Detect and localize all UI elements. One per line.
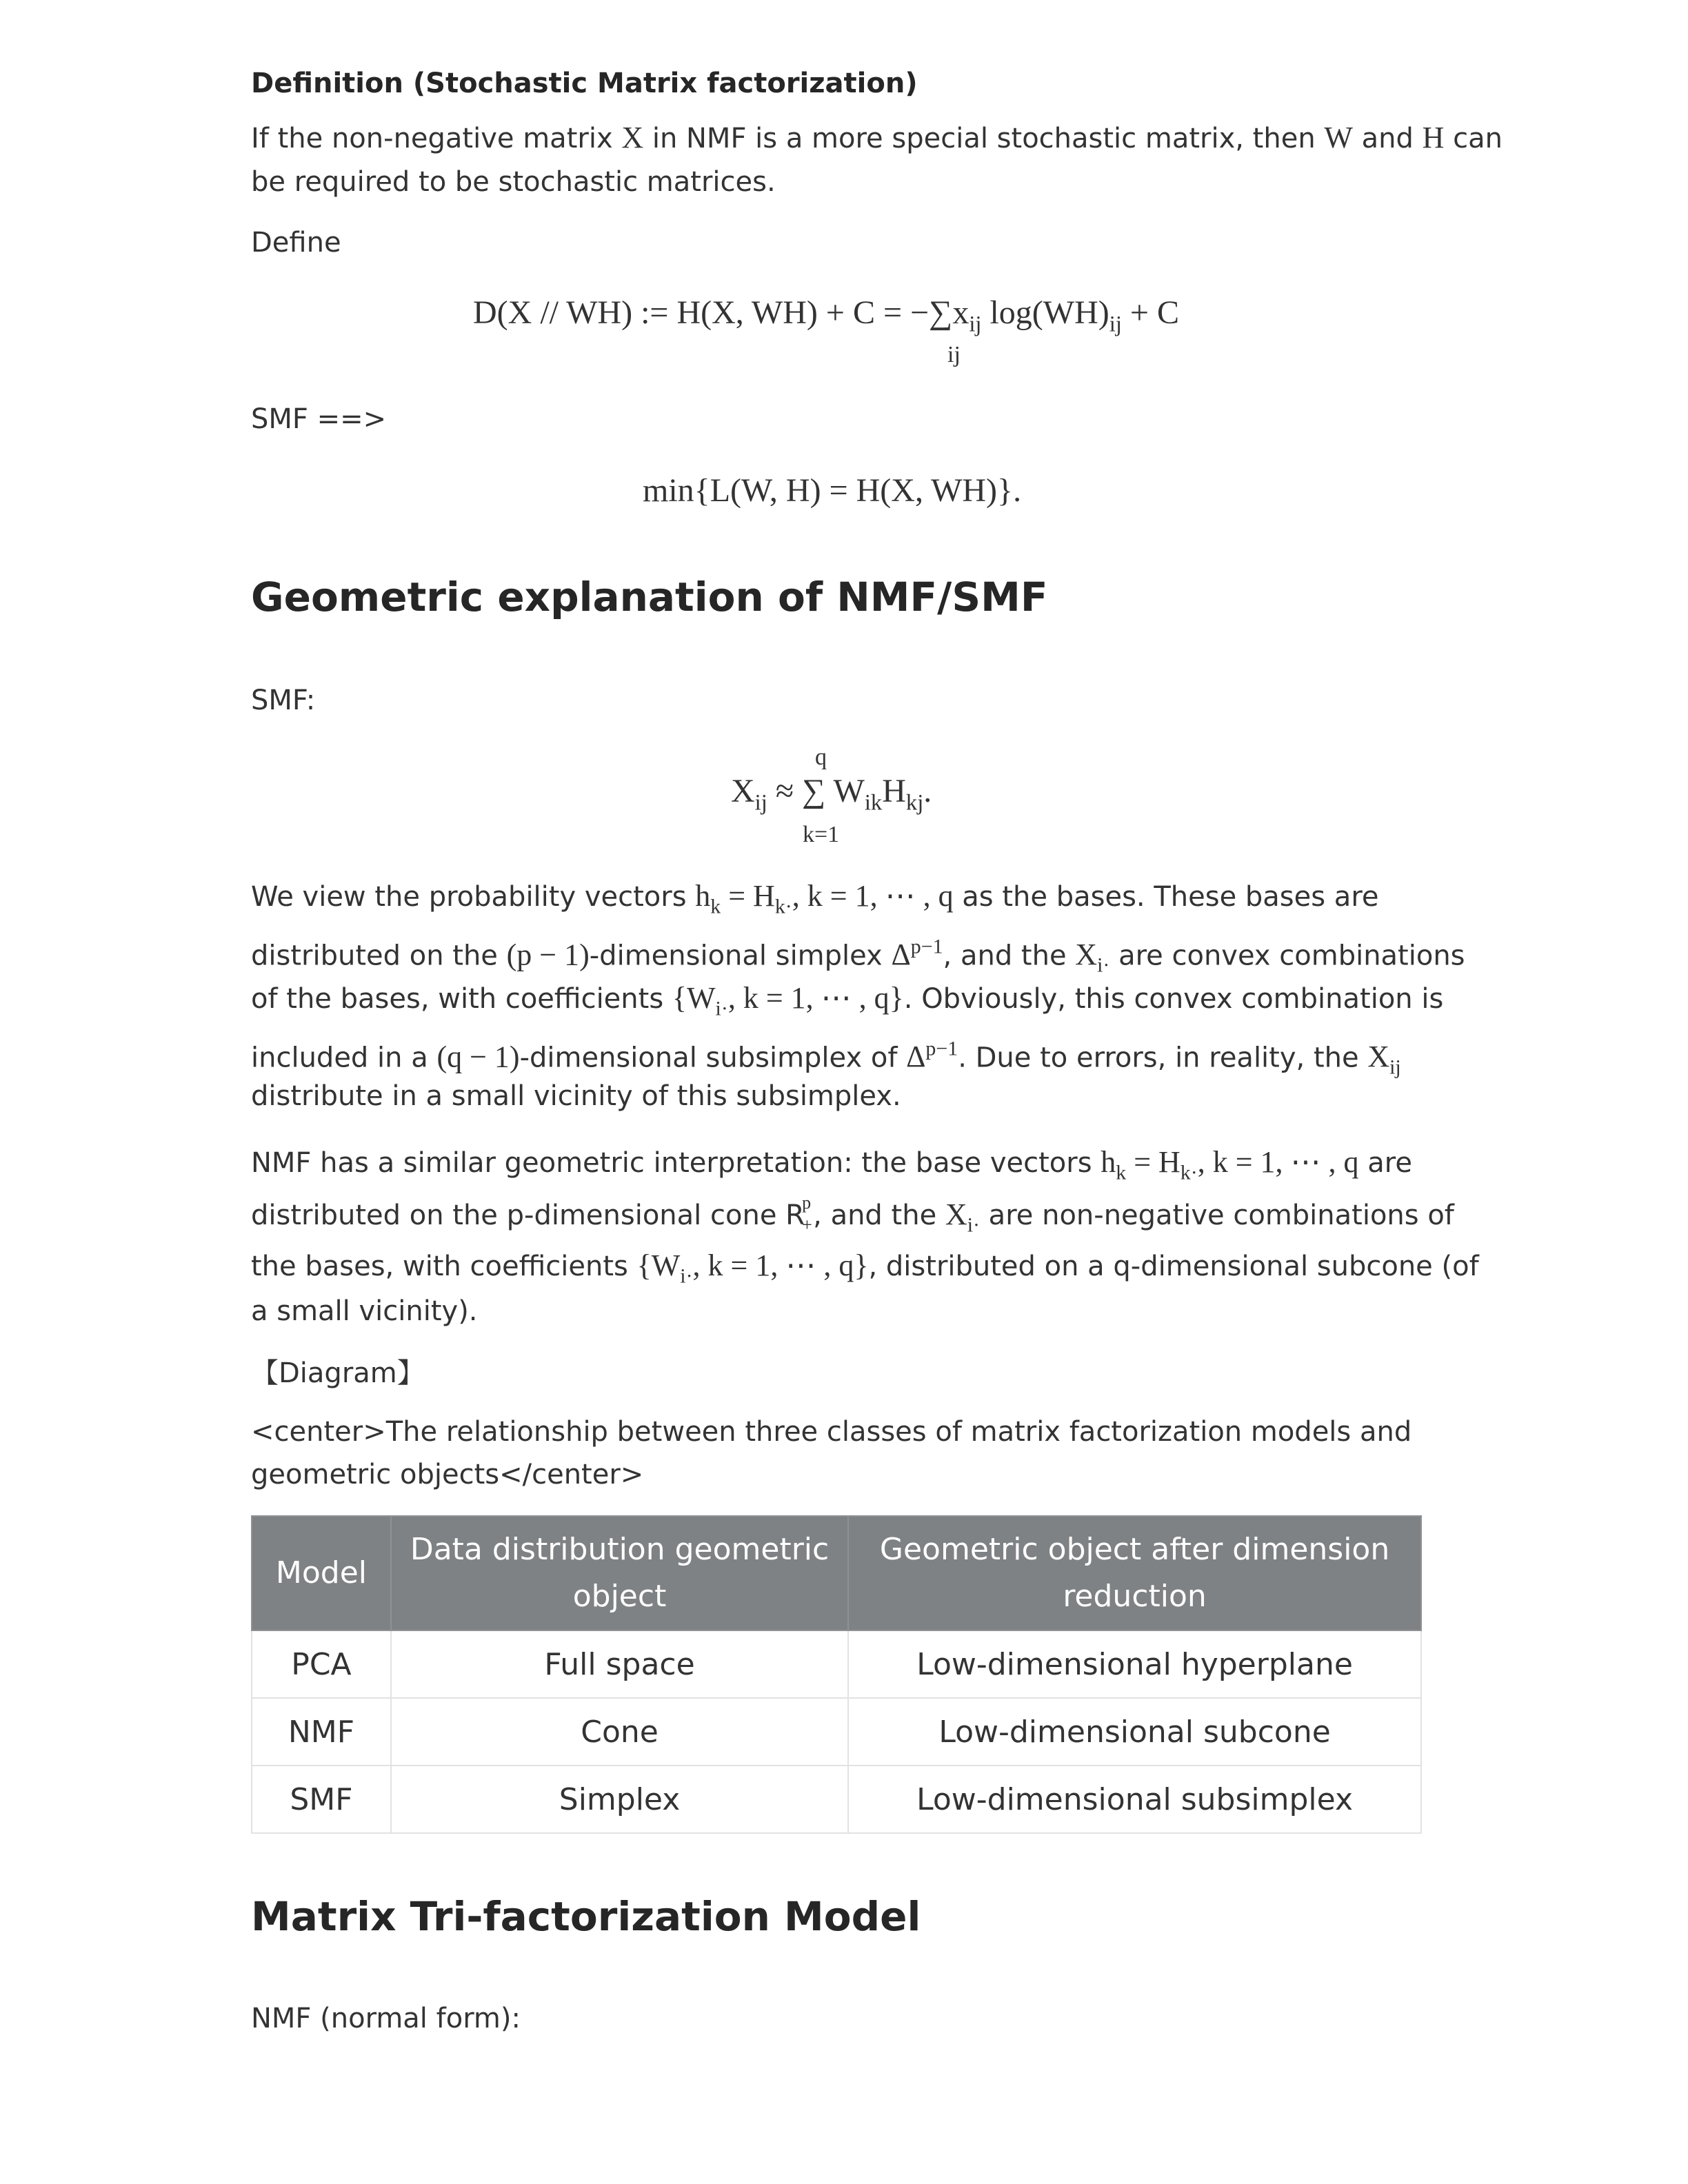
table-cell-model: NMF (252, 1698, 391, 1766)
table-cell-model: PCA (252, 1630, 391, 1698)
table-cell-reduced-object: Low-dimensional subsimplex (848, 1766, 1421, 1833)
table-row (252, 1630, 1421, 1698)
definition-line-1: If the non-negative matrix X in NMF is a more special stochastic matrix, then W and H can (251, 121, 1503, 154)
para1-line-4: included in a (q − 1)-dimensional subsimplex of $\Delta^{p-1}$. Due to errors, in reality, the $X_{ij}$ (251, 1038, 1401, 1079)
table-cell-model: SMF (252, 1766, 391, 1833)
table-cell-distribution: Cone (391, 1698, 848, 1766)
definition-line-2: be required to be stochastic matrices. (251, 166, 776, 198)
section-heading-geometric: Geometric explanation of NMF/SMF (251, 574, 1048, 620)
table-cell-distribution: Full space (391, 1630, 848, 1698)
equation-approx: $X_{ij}$ ≈ ∑ $W_{ik}H_{kj}$. (731, 773, 932, 816)
para1-line-2: distributed on the (p − 1)-dimensional simplex $\Delta^{p-1}$, and the $X_{i\cdot}$ are convex combinations (251, 936, 1465, 977)
table-header-model: Model (252, 1516, 391, 1630)
para2-line-3: the bases, with coefficients {$W_{i\cdot}$, k = 1, ⋯ , q}, distributed on a q-dimensional subcone (of (251, 1248, 1479, 1288)
table-cell-distribution: Simplex (391, 1766, 848, 1833)
para1-line-5: distribute in a small vicinity of this subsimplex. (251, 1080, 901, 1112)
table-cell-reduced-object: Low-dimensional hyperplane (848, 1630, 1421, 1698)
table-caption: <center>The relationship between three classes of matrix factorization models and geometric objects</center> (251, 1416, 1412, 1490)
equation-sum-upper: q (815, 745, 827, 770)
define-label: Define (251, 227, 341, 259)
smf-label: SMF: (251, 685, 316, 716)
nmf-normal-form-label: NMF (normal form): (251, 2003, 521, 2034)
table-header-row (252, 1516, 1421, 1630)
table-row (252, 1766, 1421, 1833)
equation-divergence-sum-index: ij (947, 342, 961, 367)
definition-title: Definition (Stochastic Matrix factorization) (251, 68, 918, 99)
cone-symbol: R p + (785, 1193, 812, 1235)
para2-line-1: NMF has a similar geometric interpretation: the base vectors $h_k = H_{k\cdot}$, k = 1, ⋯ , q are (251, 1145, 1412, 1184)
para1-line-1: We view the probability vectors $h_k = H_{k\cdot}$, k = 1, ⋯ , q as the bases. These bases are (251, 879, 1379, 918)
smf-arrow-label: SMF ==> (251, 403, 387, 435)
para1-line-3: of the bases, with coefficients {$W_{i\cdot}$, k = 1, ⋯ , q}. Obviously, this convex combination is (251, 981, 1444, 1020)
table-header-data-distribution: Data distribution geometric object (391, 1516, 848, 1630)
para2-line-2: distributed on the p-dimensional cone R p + , and the $X_{i\cdot}$ are non-negative combinations of (251, 1190, 1454, 1250)
equation-sum-lower: k=1 (803, 822, 840, 847)
table-header-geometric-object: Geometric object after dimension reduction (848, 1516, 1421, 1630)
equation-divergence: D(X // WH) := H(X, $WH) + C = -\sum x_{ij}$ $\log(WH)_{ij} + C$ (473, 294, 1179, 337)
table-cell-reduced-object: Low-dimensional subcone (848, 1698, 1421, 1766)
equation-min: min{L(W, H) = H(X, WH)}. (643, 472, 1022, 509)
table-row (252, 1698, 1421, 1766)
diagram-label: 【Diagram】 (251, 1357, 425, 1389)
para2-line-4: a small vicinity). (251, 1295, 478, 1327)
models-table (251, 1515, 1422, 1834)
section-heading-tri-factorization: Matrix Tri-factorization Model (251, 1893, 921, 1940)
